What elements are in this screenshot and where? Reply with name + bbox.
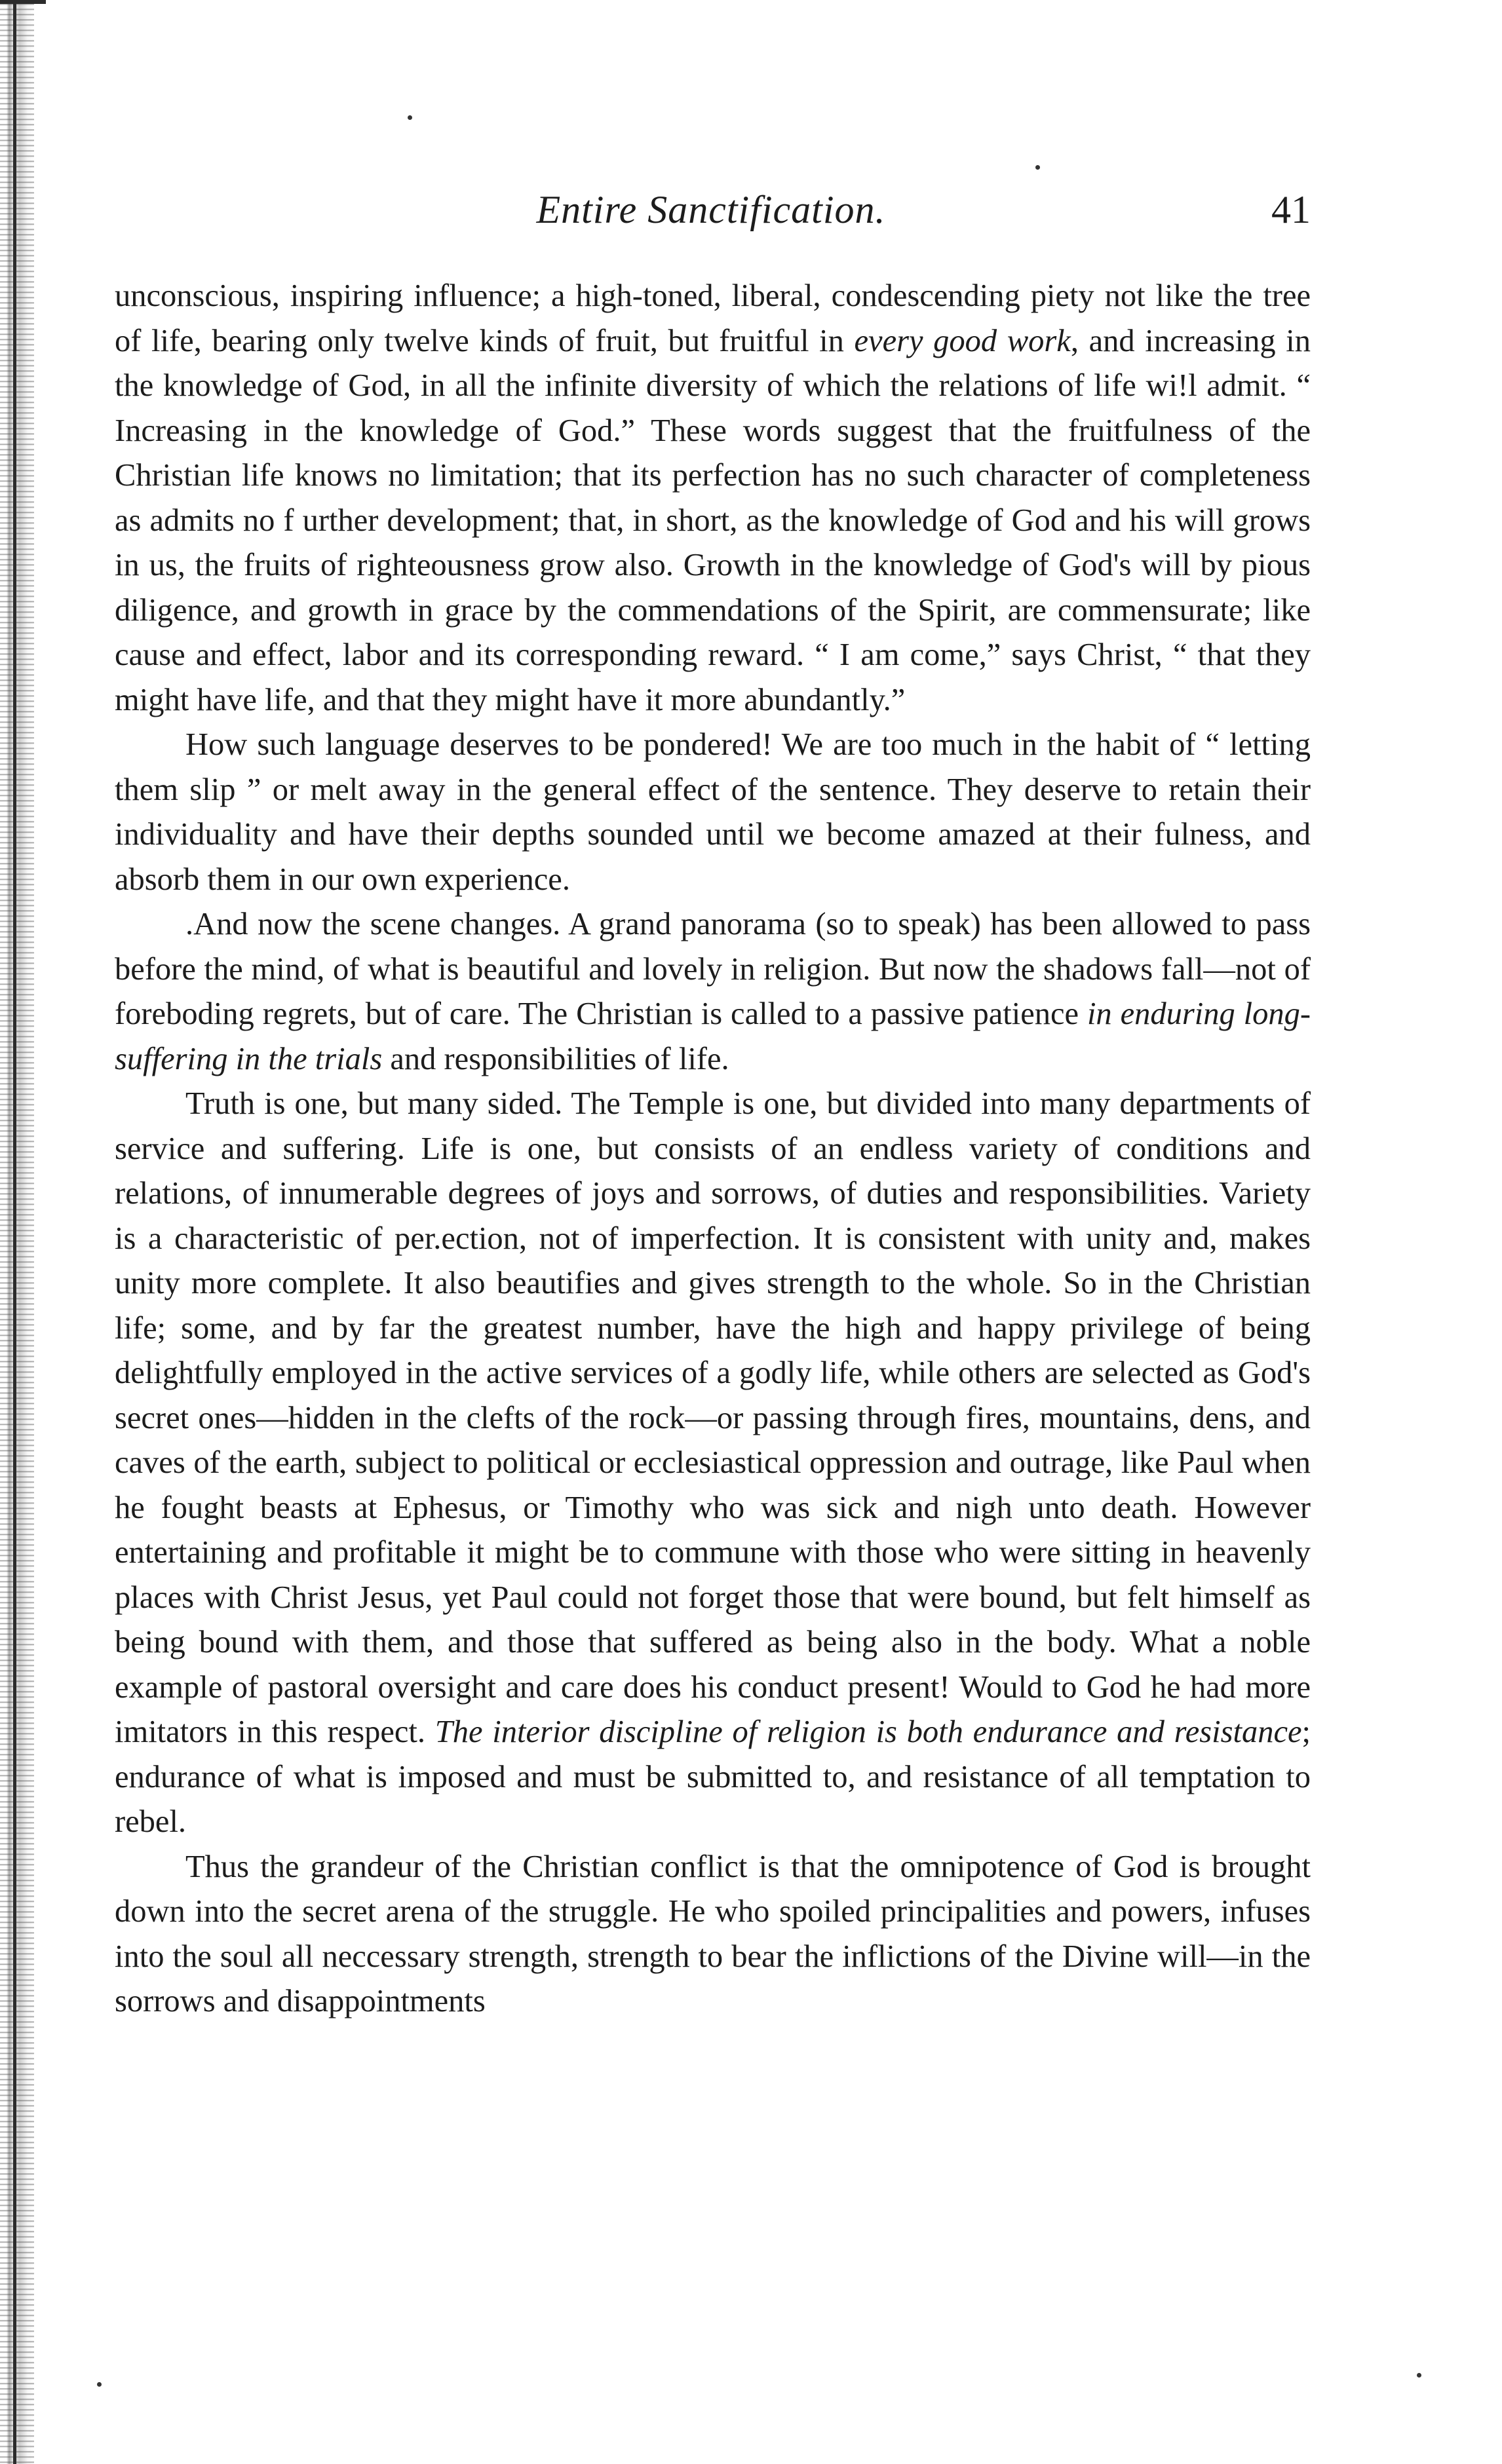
text-segment: unconscious, inspiring influence; a high-toned, liberal, condescending piety not like the tree of life, bearing only twelve kinds of fruit, but fruitful in bbox=[115, 278, 1311, 358]
body-text bbox=[115, 274, 1311, 2024]
text-segment: .And now the scene changes. A grand panorama (so to speak) has been allowed to pass before the mind, of what is beautiful and lovely in religion. But now the shadows fall—not of foreboding regrets, but of care. The Christian is called to a passive patience bbox=[115, 907, 1311, 1031]
page-number: 41 bbox=[1271, 188, 1311, 231]
text-segment: and responsibilities of life. bbox=[382, 1041, 729, 1076]
ink-speck bbox=[408, 115, 412, 120]
paragraph-1 bbox=[115, 274, 1311, 723]
book-binding-edge bbox=[0, 0, 34, 2464]
paragraph-2 bbox=[115, 723, 1311, 902]
page-header bbox=[111, 183, 1311, 236]
corner-mark bbox=[0, 0, 46, 4]
paragraph-3 bbox=[115, 902, 1311, 1082]
running-title: Entire Sanctification. bbox=[536, 188, 886, 231]
italic-text-segment: The interior discipline of religion is both endurance and resistance bbox=[434, 1715, 1302, 1749]
ink-speck bbox=[1035, 165, 1040, 170]
paragraph-4 bbox=[115, 1082, 1311, 1845]
ink-speck bbox=[1417, 2373, 1421, 2378]
ink-speck bbox=[97, 2382, 102, 2387]
text-segment: Truth is one, but many sided. The Temple is one, but divided into many departments of service and suffering. Life is one, but consists of an endless variety of conditions and relations, of innumerable degrees of joys and sorrows, of duties and responsibilities. Variety is a characteristic of per.ection, not of imperfection. It is consistent with unity and, makes unity more complete. It also beautifies and gives strength to the whole. So in the Christian life; some, and by far the greatest number, have the high and happy privilege of being delightfully employed in the active services of a godly life, while others are selected as God's secret ones—hidden in the clefts of the rock—or passing through fires, mountains, dens, and caves of the earth, subject to political or ecclesiastical oppression and outrage, like Paul when he fought beasts at Ephesus, or Timothy who was sick and nigh unto death. However entertaining and profitable it might be to commune with those who were sitting in heavenly places with Christ Jesus, yet Paul could not forget those that were bound, but felt himself as being bound with them, and those that suffered as being also in the body. What a noble example of pastoral oversight and care does his conduct present! Would to God he had more imitators in this respect. bbox=[115, 1086, 1311, 1749]
paragraph-5 bbox=[115, 1845, 1311, 2024]
italic-text-segment: in enduring long-suffering in the trials bbox=[115, 996, 1311, 1076]
italic-text-segment: every good work bbox=[854, 323, 1071, 358]
text-segment: ; endurance of what is imposed and must be submitted to, and resistance of all temptation to rebel. bbox=[115, 1715, 1311, 1839]
text-segment: How such language deserves to be pondered! We are too much in the habit of “ letting them slip ” or melt away in the general effect of the sentence. They deserve to retain their individuality and have their depths sounded until we become amazed at their fulness, and absorb them in our own experience. bbox=[115, 727, 1311, 897]
text-segment: Thus the grandeur of the Christian conflict is that the omnipotence of God is brought down into the secret arena of the struggle. He who spoiled principalities and powers, infuses into the soul all neccessary strength, strength to bear the inflictions of the Divine will—in the sorrows and disappointments bbox=[115, 1849, 1311, 2019]
binding-rule bbox=[13, 0, 16, 2464]
text-segment: , and increasing in the knowledge of God, in all the infinite diversity of which the relations of life wi!l admit. “ Increasing in the knowledge of God.” These words suggest that the fruitfulness of the Christian life knows no limitation; that its perfection has no such character of completeness as admits no f urther development; that, in short, as the knowledge of God and his will grows in us, the fruits of righteousness grow also. Growth in the knowledge of God's will by pious diligence, and growth in grace by the commendations of the Spirit, are commensurate; like cause and effect, labor and its corresponding reward. “ I am come,” says Christ, “ that they might have life, and that they might have it more abundantly.” bbox=[115, 323, 1311, 717]
